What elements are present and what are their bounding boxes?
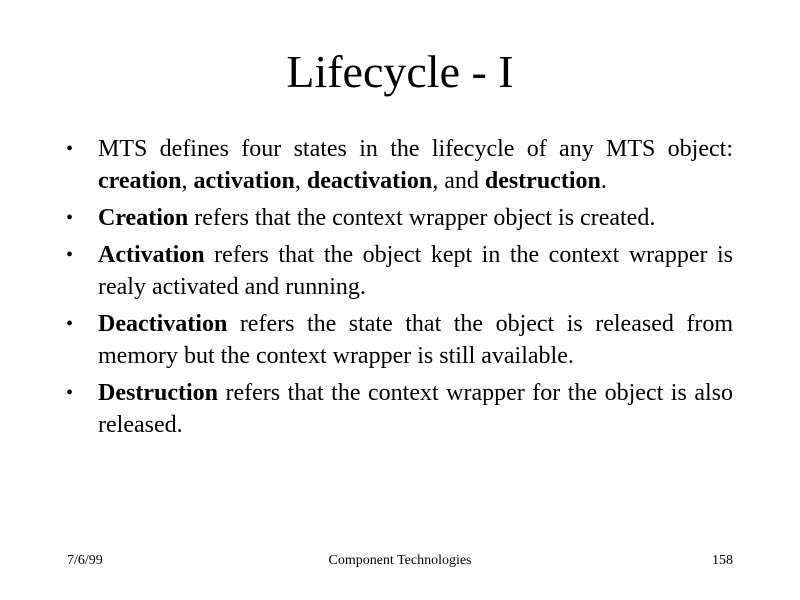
bullet-item bbox=[66, 377, 733, 441]
bullet-dot-icon: • bbox=[66, 313, 74, 335]
bullet-text: , bbox=[181, 168, 194, 194]
slide-title: Lifecycle - I bbox=[286, 46, 514, 97]
bullet-text: refers that the context wrapper object is created. bbox=[188, 205, 656, 231]
bullet-text: refers that the context wrapper for the object is also released. bbox=[98, 380, 733, 438]
bullet-dot-icon: • bbox=[66, 382, 74, 404]
bullet-item bbox=[66, 239, 733, 303]
bullet-text: , and bbox=[432, 168, 485, 194]
bullet-dot-icon: • bbox=[66, 244, 74, 266]
bullet-list bbox=[66, 133, 733, 446]
bullet-term: destruction bbox=[484, 168, 601, 194]
bullet-text: . bbox=[600, 168, 607, 194]
bullet-text: refers that the object kept in the context wrapper is realy activated and running. bbox=[98, 242, 733, 300]
bullet-term: Creation bbox=[98, 205, 189, 231]
bullet-term: Destruction bbox=[98, 380, 218, 406]
bullet-text: MTS defines four states in the lifecycle of any MTS object: bbox=[98, 136, 733, 162]
bullet-text: refers the state that the object is released from memory but the context wrapper is still available. bbox=[98, 311, 733, 369]
page-number: 158 bbox=[712, 553, 733, 568]
bullet-text: , bbox=[294, 168, 307, 194]
bullet-item bbox=[66, 202, 733, 234]
bullet-dot-icon: • bbox=[66, 138, 74, 160]
bullet-item bbox=[66, 133, 733, 197]
bullet-dot-icon: • bbox=[66, 207, 74, 229]
bullet-item bbox=[66, 308, 733, 372]
bullet-term: deactivation bbox=[306, 168, 433, 194]
bullet-term: activation bbox=[193, 168, 295, 194]
footer-title: Component Technologies bbox=[328, 553, 472, 568]
bullet-term: Activation bbox=[98, 242, 205, 268]
bullet-term: Deactivation bbox=[98, 311, 228, 337]
bullet-term: creation bbox=[98, 168, 182, 194]
footer-date: 7/6/99 bbox=[67, 553, 103, 568]
